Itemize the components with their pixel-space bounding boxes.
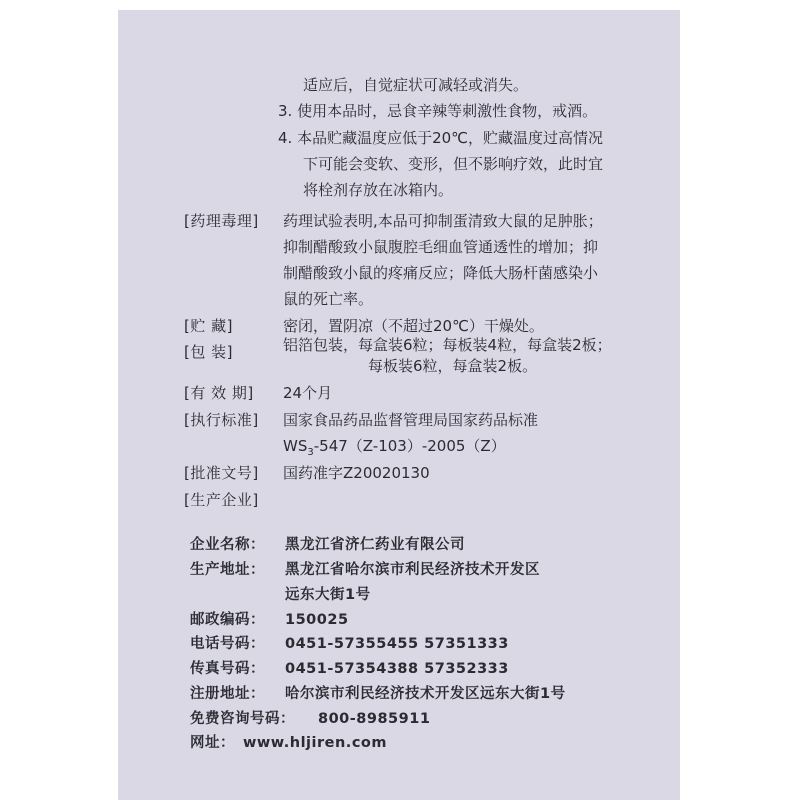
standard-text: 国家食品药品监督管理局国家药品标准 <box>283 411 539 429</box>
section-label-storage: [贮 藏] <box>184 317 233 335</box>
registered-address-label: 注册地址： <box>190 686 265 702</box>
zip-code: 150025 <box>285 612 349 628</box>
pharmacology-text: 制醋酸致小鼠的疼痛反应；降低大肠杆菌感染小 <box>283 264 599 282</box>
precaution-item-4: 4. 本品贮藏温度应低于20℃，贮藏温度过高情况 <box>278 129 604 147</box>
pharmacology-text: 药理试验表明,本品可抑制蛋清致大鼠的足肿胀； <box>283 212 603 230</box>
validity-text: 24个月 <box>283 384 333 402</box>
production-address-cont: 远东大街1号 <box>285 587 371 603</box>
approval-number: 国药准字Z20020130 <box>283 464 430 482</box>
phone-number: 0451-57355455 57351333 <box>285 636 509 652</box>
website-url: www.hljiren.com <box>243 735 387 751</box>
packaging-text: 每板装6粒，每盒装2板。 <box>368 357 538 375</box>
company-name-label: 企业名称： <box>190 537 265 553</box>
precaution-text: 适应后，自觉症状可减轻或消失。 <box>303 76 529 94</box>
phone-label: 电话号码： <box>190 636 265 652</box>
hotline-number: 800-8985911 <box>318 711 431 727</box>
production-address: 黑龙江省哈尔滨市利民经济技术开发区 <box>285 562 540 578</box>
production-address-label: 生产地址： <box>190 562 265 578</box>
storage-text: 密闭，置阴凉（不超过20℃）干燥处。 <box>283 317 544 335</box>
packaging-text: 铝箔包装，每盒装6粒；每板装4粒，每盒装2板； <box>283 336 612 354</box>
section-label-approval: [批准文号] <box>184 464 259 482</box>
company-name: 黑龙江省济仁药业有限公司 <box>285 537 465 553</box>
registered-address: 哈尔滨市利民经济技术开发区远东大街1号 <box>285 686 566 702</box>
pharmacology-text: 抑制醋酸致小鼠腹腔毛细血管通透性的增加；抑 <box>283 238 599 256</box>
section-label-standard: [执行标准] <box>184 411 259 429</box>
section-label-pharmacology: [药理毒理] <box>184 212 259 230</box>
precaution-item-4-cont: 将栓剂存放在冰箱内。 <box>303 181 454 199</box>
section-label-manufacturer: [生产企业] <box>184 491 259 509</box>
fax-number: 0451-57354388 57352333 <box>285 661 509 677</box>
precaution-item-4-cont: 下可能会变软、变形，但不影响疗效，此时宜 <box>303 155 604 173</box>
precaution-item-3: 3. 使用本品时，忌食辛辣等刺激性食物，戒酒。 <box>278 102 598 120</box>
standard-code: $WS_3-547(Z-103)-2005(Z)$ <box>283 437 506 458</box>
pharmacology-text: 鼠的死亡率。 <box>283 290 374 308</box>
section-label-packaging: [包 装] <box>184 343 233 361</box>
hotline-label: 免费咨询号码： <box>190 711 295 727</box>
website-label: 网址： <box>190 735 235 751</box>
fax-label: 传真号码： <box>190 661 265 677</box>
zip-label: 邮政编码： <box>190 612 265 628</box>
section-label-validity: [有 效 期] <box>184 384 254 402</box>
